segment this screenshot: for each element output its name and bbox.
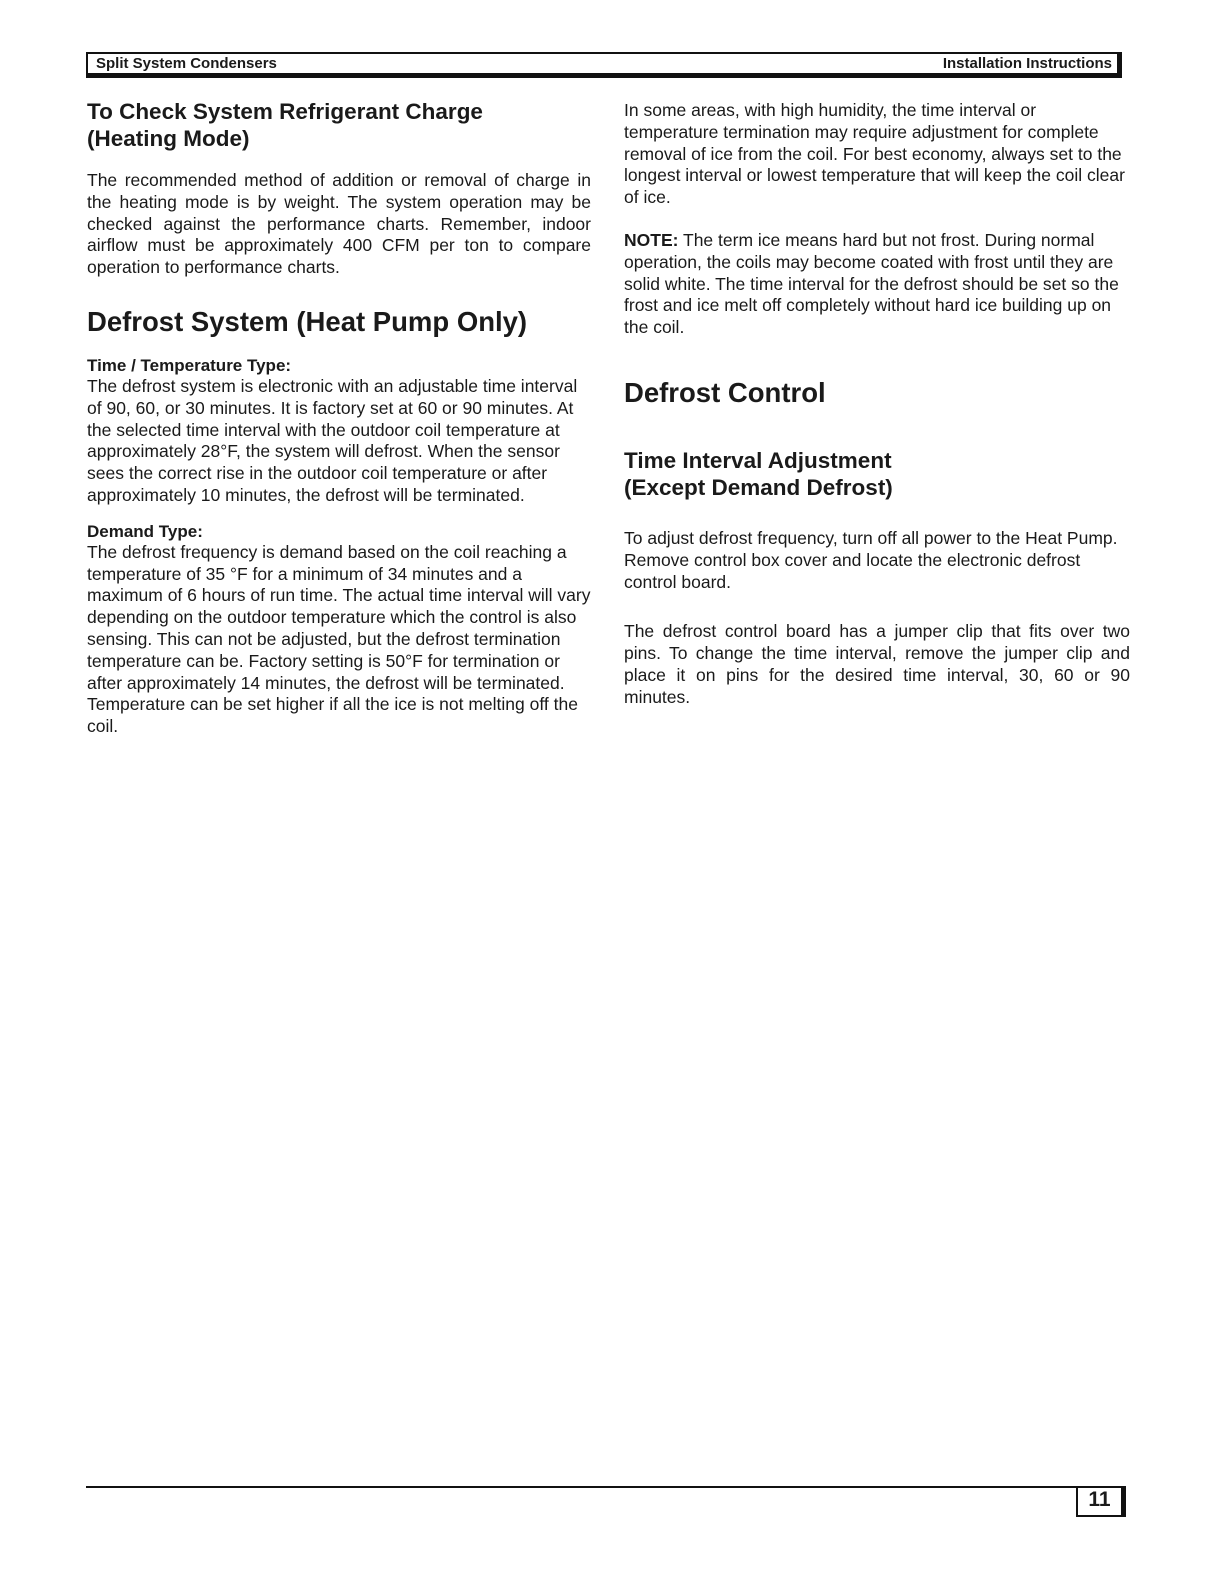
header-title-left: Split System Condensers	[96, 55, 277, 72]
time-interval-adjustment-heading	[624, 447, 1130, 501]
jumper-clip-paragraph: The defrost control board has a jumper clip that fits over two pins. To change the time interval, remove the jumper clip and place it on pins for the desired time interval, 30, 60 or 90 minutes.	[624, 621, 1130, 707]
time-temperature-type-heading: Time / Temperature Type:	[87, 355, 292, 375]
time-temperature-type-body: The defrost system is electronic with an adjustable time interval of 90, 60, or 30 minutes. It is factory set at 60 or 90 minutes. At the selected time interval with the outdoor coil temperature at approximately 28°F, the system will defrost. When the sensor sees the correct rise in the outdoor coil temperature or after approximately 10 minutes, the defrost will be terminated.	[87, 375, 578, 505]
note-body: The term ice means hard but not frost. During normal operation, the coils may become coated with frost until they are solid white. The time interval for the defrost should be set so the frost and ice melt off completely without hard ice building up on the coil.	[624, 229, 1119, 338]
time-interval-heading-line2: (Except Demand Defrost)	[624, 474, 893, 500]
time-interval-heading-line1: Time Interval Adjustment	[624, 447, 892, 473]
defrost-control-heading: Defrost Control	[624, 376, 826, 408]
demand-type-body: The defrost frequency is demand based on the coil reaching a temperature of 35 °F for a minimum of 34 minutes and a maximum of 6 hours of run time. The actual time interval will vary depending on the outdoor temperature which the control is also sensing. This can not be adjusted, but the defrost termination temperature can be. Factory setting is 50°F for termination or after approximately 14 minutes, the defrost will be terminated. Temperature can be set higher if all the ice is not melting off the coil.	[87, 541, 591, 737]
defrost-system-heading: Defrost System (Heat Pump Only)	[87, 305, 528, 337]
header-title-right: Installation Instructions	[942, 55, 1112, 72]
refrigerant-charge-heading-line1: To Check System Refrigerant Charge	[87, 99, 483, 124]
left-column	[87, 98, 591, 738]
right-column	[624, 98, 1130, 709]
refrigerant-charge-body: The recommended method of addition or removal of charge in the heating mode is by weight. The system operation may be checked against the performance charts. Remember, indoor airflow must be approximately 400 CFM per ton to compare operation to performance charts.	[87, 170, 591, 278]
adjust-frequency-paragraph: To adjust defrost frequency, turn off all power to the Heat Pump. Remove control box cover and locate the electronic defrost control board.	[624, 527, 1118, 592]
footer-rule	[86, 1486, 1126, 1488]
note-paragraph	[624, 230, 1130, 339]
page-number: 11	[1076, 1487, 1126, 1517]
refrigerant-charge-heading	[87, 98, 591, 152]
refrigerant-charge-heading-line2: (Heating Mode)	[87, 126, 250, 151]
page-header	[86, 52, 1122, 78]
humidity-paragraph: In some areas, with high humidity, the time interval or temperature termination may require adjustment for complete removal of ice from the coil. For best economy, always set to the longest interval or lowest temperature that will keep the coil clear of ice.	[624, 100, 1125, 208]
demand-type-heading: Demand Type:	[87, 521, 203, 541]
note-label: NOTE:	[624, 229, 679, 250]
